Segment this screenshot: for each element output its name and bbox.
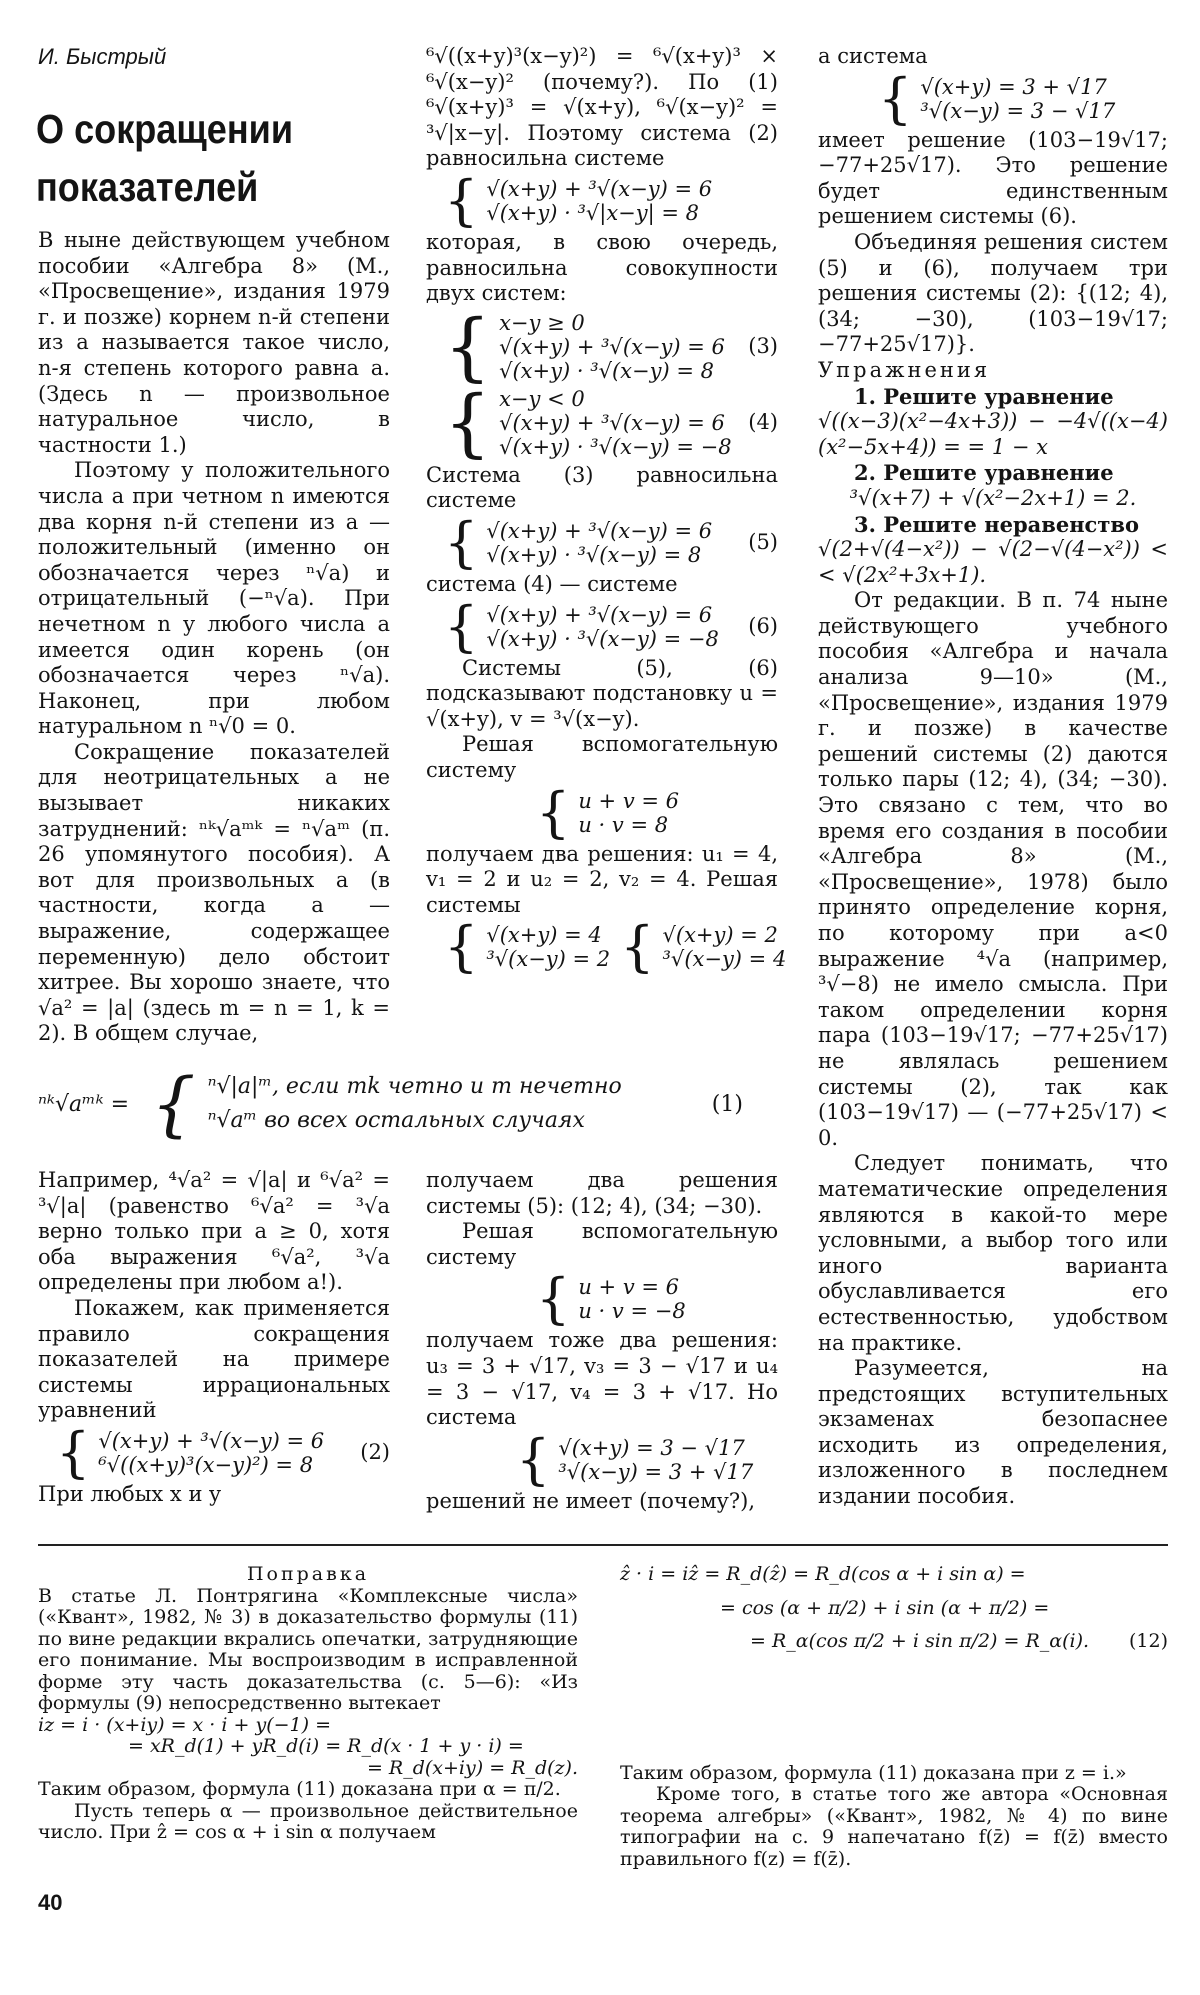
equation-number: (5) xyxy=(748,530,778,555)
equation-line: √(x+y) + ³√(x−y) = 6 xyxy=(499,410,725,435)
editorial-note: От редакции. В п. 74 ныне действующего учебного пособия «Алгебра и начала анализа 9—10» (М., «Просвещение», издания 1979 г. и позже) в качестве решений системы (2) даются только пары (12; 4), (34; −30). Это связано с тем, что во время его создания в пособии «Алгебра 8» (М., «Просвещение», 1978) было принято определение корня, по которому при a<0 выражение ⁴√a (например, ³√−8) не имело смысла. При таком определении корня пара (103−19√17; −77+25√17) не являлась решением системы (2), так как (103−19√17) — (−77+25√17) < 0. xyxy=(818,588,1168,1150)
equation-line: √(x+y) · ³√(x−y) = 8 xyxy=(499,358,714,383)
author-name: И. Быстрый xyxy=(38,44,167,69)
equation-number: (1) xyxy=(711,1091,743,1117)
paragraph: решений не имеет (почему?), xyxy=(426,1488,756,1513)
equation-1 xyxy=(38,1063,1168,1145)
page-number: 40 xyxy=(38,1890,63,1915)
column-1-lower xyxy=(38,1168,390,1508)
auxiliary-system xyxy=(536,780,778,844)
column-2-lower xyxy=(426,1168,778,1514)
equation-line: √(x+y) · ³√(x−y) = −8 xyxy=(486,626,719,651)
equation-number: (2) xyxy=(360,1440,390,1465)
brace: { xyxy=(536,1267,571,1331)
exercise-3-equation: √(2+√(4−x²)) − √(2−√(4−x²)) < < √(2x²+3x+1). xyxy=(818,537,1168,587)
equation-line: ³√(x−y) = 3 + √17 xyxy=(558,1459,754,1484)
brace: { xyxy=(444,594,479,658)
paragraph: Таким образом, формула (11) доказана при α = π/2. xyxy=(38,1778,561,1800)
paragraph: Решая вспомогательную систему xyxy=(426,1219,778,1269)
paragraph: Например, ⁴√a² = √|a| и ⁶√a² = ³√|a| (равенство ⁶√a² = ³√a верно только при a ≥ 0, хотя оба выражения ⁶√a², ³√a определены при любом a!). xyxy=(38,1168,390,1295)
equation-system xyxy=(444,915,611,979)
column-1-upper xyxy=(38,228,390,1047)
equation-row xyxy=(620,1631,1168,1653)
equation-line: u + v = 6 xyxy=(578,1275,680,1300)
paragraph: Кроме того, в статье того же автора «Основная теорема алгебры» («Квант», 1982, № 4) по вине типографии на с. 9 напечатано f(z̄) = f(z̄) вместо правильного f(z) = f(z̄). xyxy=(620,1783,1168,1870)
paragraph: получаем два решения системы (5): (12; 4), (34; −30). xyxy=(426,1168,778,1218)
brace: { xyxy=(151,1063,196,1145)
equation-system xyxy=(516,1427,778,1491)
equation-line: x−y ≥ 0 xyxy=(499,310,585,335)
brace: { xyxy=(516,1427,551,1491)
equation-line: √(x+y) + ³√(x−y) = 6 xyxy=(499,334,725,359)
auxiliary-system xyxy=(536,1267,778,1331)
paragraph: получаем тоже два решения: u₃ = 3 + √17, v₃ = 3 − √17 и u₄ = 3 − √17, v₄ = 3 + √17. Но система xyxy=(426,1328,778,1430)
article-title: О сокращении показателей xyxy=(36,106,294,210)
paragraph: а система xyxy=(818,44,928,68)
paragraph: В статье Л. Понтрягина «Комплексные числа» («Квант», 1982, № 3) в доказательство формулы (11) по вине редакции вкрались опечатки, затрудняющие его понимание. Мы воспроизводим в исправленной форме эту часть доказательства (с. 5—6): «Из формулы (9) непосредственно вытекает xyxy=(38,1584,578,1714)
brace: { xyxy=(444,303,492,390)
equation-system-3 xyxy=(444,303,778,390)
equation-line: ³√(x−y) = 4 xyxy=(662,947,787,972)
equation-case: ⁿ√aᵐ во всех остальных случаях xyxy=(207,1108,585,1133)
erratum-right xyxy=(620,1564,1168,1870)
equation-line: √(x+y) · ³√(x−y) = 8 xyxy=(486,542,702,567)
paragraph: Сокращение показателей для неотрицательных a не вызывает никаких затруднений: ⁿᵏ√aᵐᵏ = ⁿ√aᵐ (п. 26 упомянутого пособия). А вот для произвольных a (в частности, когда a — выражение, содержащее переменную) дело обстоит хитрее. Вы хорошо знаете, что √a² = |a| (здесь m = n = 1, k = 2). В общем случае, xyxy=(38,739,390,1046)
brace: { xyxy=(444,510,479,574)
paragraph: Следует понимать, что математические определения являются в какой-то мере условными, а выбор того или иного варианта обуславливается его естественностью, удобством на практике. xyxy=(818,1151,1168,1355)
equation-system-6 xyxy=(444,594,778,658)
equation-line: ẑ · i = iẑ = R_d(ẑ) = R_d(cos α + i sin α) = xyxy=(620,1563,1026,1585)
equation-line: √(x+y) + ³√(x−y) = 6 xyxy=(486,602,713,627)
equation-line: √(x+y) = 2 xyxy=(662,923,778,948)
equation-line: iz = i · (x+iy) = x · i + y(−1) = xyxy=(38,1713,331,1736)
equation-line: √(x+y) = 3 − √17 xyxy=(558,1435,745,1460)
exercise-3: 3. Решите неравенство xyxy=(854,511,1139,537)
equation-line: = R_α(cos π/2 + i sin π/2) = R_α(i). xyxy=(750,1630,1090,1652)
equation-line: = cos (α + π/2) + i sin (α + π/2) = xyxy=(720,1596,1050,1619)
equation-line: = R_d(x+iy) = R_d(z). xyxy=(366,1756,578,1779)
equation-line: √(x+y) + ³√(x−y) = 6 xyxy=(486,176,713,201)
exercise-2: 2. Решите уравнение xyxy=(854,460,1114,486)
equation-line: √(x+y) = 4 xyxy=(486,923,602,948)
equation-system-4 xyxy=(444,379,778,466)
erratum-heading: Поправка xyxy=(246,1563,370,1585)
paragraph: получаем два решения: u₁ = 4, v₁ = 2 и u₂ = 2, v₂ = 4. Решая системы xyxy=(426,841,778,917)
equation-system-2 xyxy=(56,1420,390,1484)
equation-line: u · v = −8 xyxy=(578,1299,686,1324)
paragraph: которая, в свою очередь, равносильна совокупности двух систем: xyxy=(426,229,778,306)
equation-system xyxy=(878,66,1168,130)
equation-line: ³√(x−y) = 3 − √17 xyxy=(920,98,1116,123)
brace: { xyxy=(878,66,913,130)
exercises-heading: Упражнения xyxy=(818,357,991,382)
brace: { xyxy=(536,780,571,844)
equation-number: (12) xyxy=(1128,1630,1168,1652)
exercise-1: 1. Решите уравнение xyxy=(854,383,1114,409)
brace: { xyxy=(444,379,492,466)
brace: { xyxy=(444,168,479,232)
paragraph: Разумеется, на предстоящих вступительных экзаменах безопаснее исходить из определения, изложенного в последнем издании пособия. xyxy=(818,1356,1168,1509)
equation-line: √(x+y) = 3 + √17 xyxy=(920,74,1107,99)
system-pair xyxy=(426,915,787,979)
equation-system-5 xyxy=(444,510,778,574)
paragraph: Покажем, как применяется правило сокращения показателей на примере системы иррациональных уравнений xyxy=(38,1295,390,1423)
paragraph: При любых x и y xyxy=(38,1481,221,1506)
paragraph: Поэтому у положительного числа a при четном n имеются два корня n-й степени из a — положительный (именно он обозначается через ⁿ√a) и отрицательный (−ⁿ√a). При нечетном n у любого числа a имеется один корень (он обозначается через ⁿ√a). Наконец, при любом натуральном n ⁿ√0 = 0. xyxy=(38,458,390,739)
column-2-upper xyxy=(426,44,787,979)
equation-line: ³√(x−y) = 2 xyxy=(486,947,611,972)
brace: { xyxy=(620,915,655,979)
paragraph: система (4) — системе xyxy=(426,571,678,596)
equation-number: (6) xyxy=(748,613,778,638)
paragraph: Система (3) равносильна системе xyxy=(426,462,778,513)
equation-line: √(x+y) · ³√(x−y) = −8 xyxy=(499,434,732,459)
equation-number: (3) xyxy=(748,333,778,358)
paragraph: Объединяя решения систем (5) и (6), получаем три решения системы (2): {(12; 4), (34; −30), (103−19√17; −77+25√17)}. xyxy=(818,229,1168,357)
paragraph: Системы (5), (6) подсказывают подстановку u = √(x+y), v = ³√(x−y). xyxy=(426,655,778,731)
equation-line: u + v = 6 xyxy=(578,788,680,813)
paragraph: Пусть теперь α — произвольное действительное число. При ẑ = cos α + i sin α получаем xyxy=(38,1799,578,1843)
paragraph: В ныне действующем учебном пособии «Алгебра 8» (М., «Просвещение», издания 1979 г. и позже) корнем n-й степени из a называется такое число, n-я степень которого равна a. (Здесь n — произвольное натуральное число, в частности 1.) xyxy=(38,228,390,457)
erratum-left xyxy=(38,1564,578,1844)
equation-line: √(x+y) + ³√(x−y) = 6 xyxy=(486,518,713,543)
brace: { xyxy=(56,1420,91,1484)
column-3 xyxy=(818,44,1168,1510)
paragraph: Таким образом, формула (11) доказана при z = i.» xyxy=(620,1761,1127,1784)
equation-line: √(x+y) · ³√|x−y| = 8 xyxy=(486,200,700,225)
equation-number: (4) xyxy=(748,409,778,434)
equation-system xyxy=(444,168,778,232)
paragraph: Решая вспомогательную систему xyxy=(426,732,778,782)
exercise-1-equation: √((x−3)(x²−4x+3)) − −4√((x−4)(x²−5x+4)) = = 1 − x xyxy=(818,409,1168,459)
exercise-2-equation: ³√(x+7) + √(x²−2x+1) = 2. xyxy=(849,485,1137,510)
paragraph: имеет решение (103−19√17; −77+25√17). Это решение будет единственным решением системы (6). xyxy=(818,127,1168,229)
equation-case: ⁿ√|a|ᵐ, если mk четно и m нечетно xyxy=(207,1074,622,1099)
equation-line: = xR_d(1) + yR_d(i) = R_d(x · 1 + y · i) = xyxy=(128,1735,524,1757)
equation-line: √(x+y) + ³√(x−y) = 6 xyxy=(98,1428,325,1453)
paragraph: ⁶√((x+y)³(x−y)²) = ⁶√(x+y)³ × ⁶√(x−y)² (почему?). По (1) ⁶√(x+y)³ = √(x+y), ⁶√(x−y)² = ³√|x−y|. Поэтому система (2) равносильна системе xyxy=(426,44,778,171)
brace: { xyxy=(444,915,479,979)
section-divider xyxy=(38,1544,1168,1546)
equation-system xyxy=(620,915,787,979)
equation-line: x−y < 0 xyxy=(499,386,585,411)
equation-line: u · v = 8 xyxy=(578,812,669,837)
equation-lhs: ⁿᵏ√aᵐᵏ = xyxy=(38,1091,130,1117)
equation-line: ⁶√((x+y)³(x−y)²) = 8 xyxy=(98,1452,314,1477)
